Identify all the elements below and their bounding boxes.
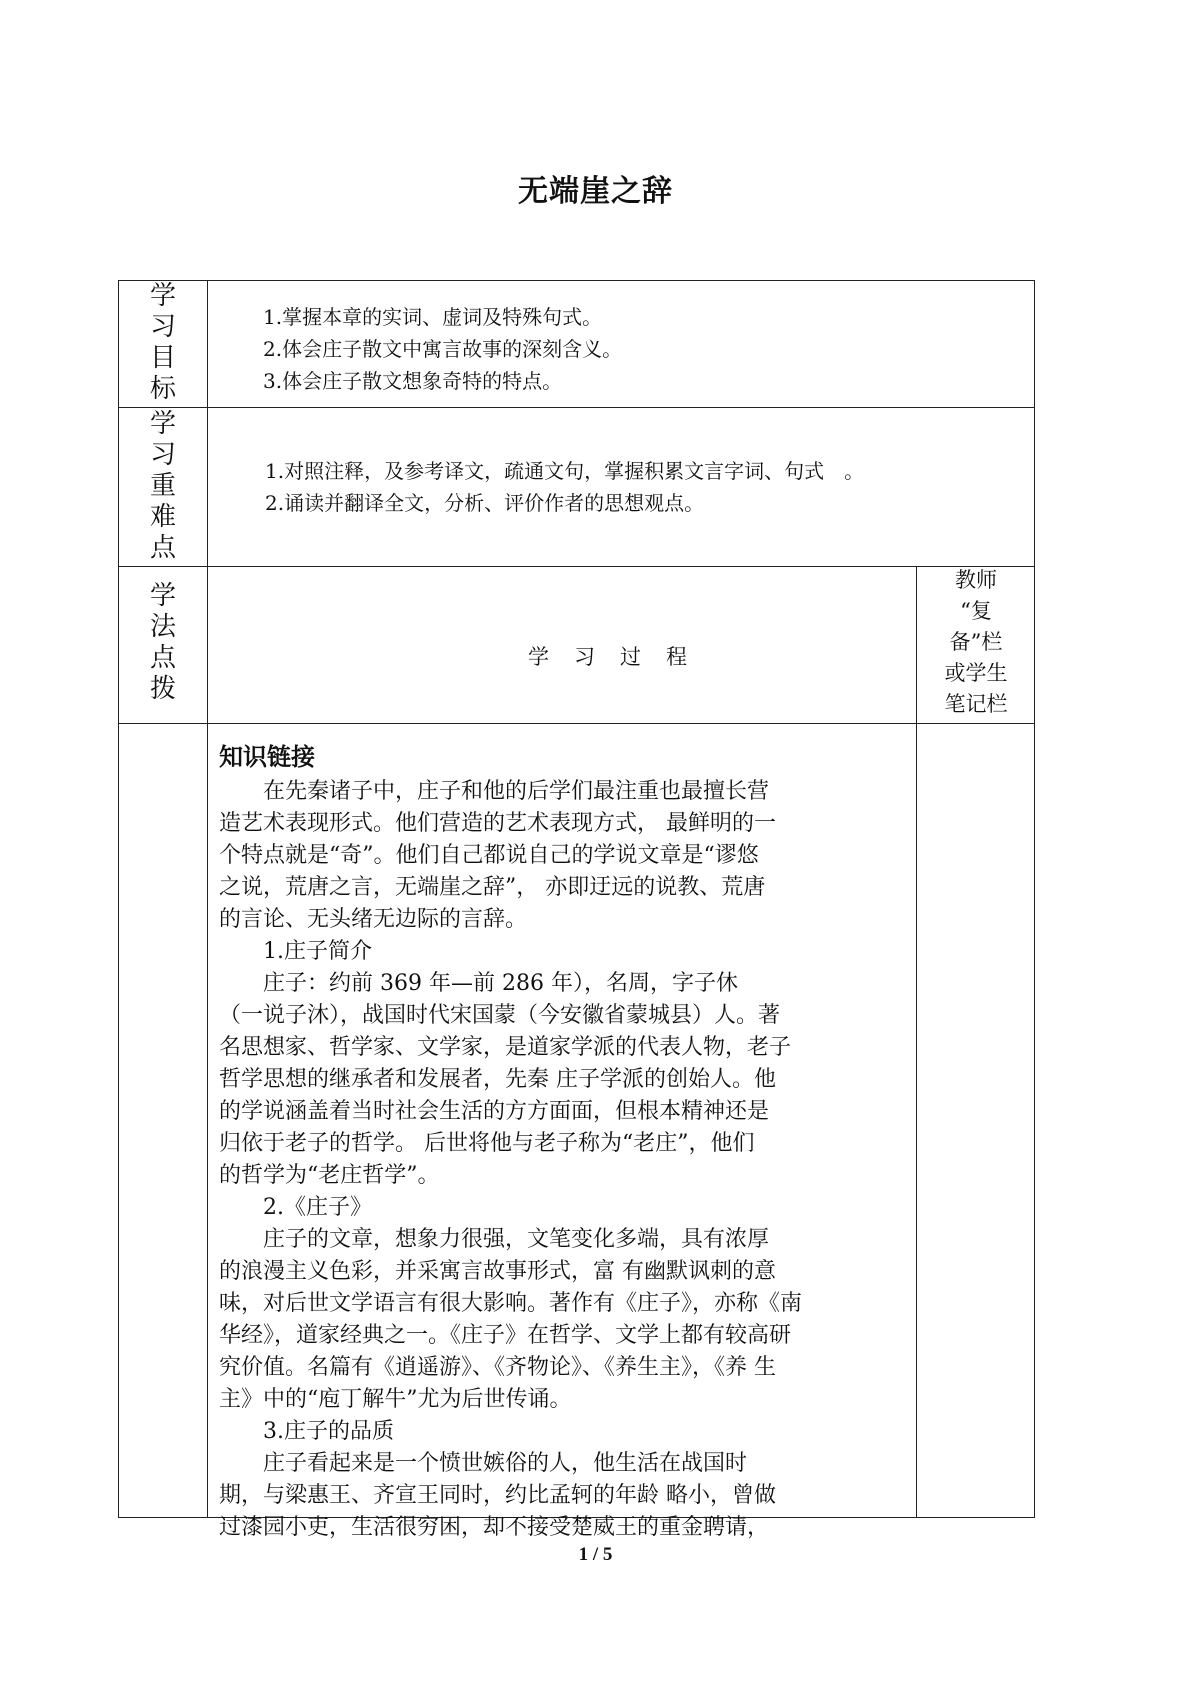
column-divider (916, 566, 917, 1517)
key-points-list (265, 455, 864, 519)
text-line: 的言论、无头绪无边际的言辞。 (219, 907, 528, 932)
row-divider (119, 407, 1034, 408)
objective-item: 1.掌握本章的实词、虚词及特殊句式。 (263, 305, 603, 329)
lesson-table (118, 280, 1035, 1540)
row-divider (119, 723, 1034, 724)
knowledge-link-content (219, 738, 909, 1544)
text-line: 究价值。名篇有《逍遥游》、《齐物论》、《养生主》，《养 生 (219, 1355, 776, 1380)
document-title: 无端崖之辞 (518, 174, 673, 209)
process-heading: 学习过程 (528, 645, 712, 669)
subsection-heading: 1.庄子简介 (263, 939, 372, 964)
key-point-item: 1.对照注释，及参考译文，疏通文句，掌握积累文言字词、句式 。 (265, 459, 865, 483)
text-line: 庄子：约前 369 年—前 286 年），名周，字子休 (263, 971, 738, 996)
text-line: 的学说涵盖着当时社会生活的方方面面，但根本精神还是 (219, 1099, 770, 1124)
text-line: 过漆园小吏，生活很穷困，却不接受楚威王的重金聘请， (219, 1515, 770, 1540)
text-line: 的哲学为“老庄哲学”。 (219, 1163, 440, 1188)
text-line: （一说子沐），战国时代宋国蒙（今安徽省蒙城县）人。著 (219, 1003, 781, 1028)
subsection-heading: 2.《庄子》 (263, 1195, 372, 1220)
text-line: 华经》，道家经典之一。《庄子》在哲学、文学上都有较高研 (219, 1323, 792, 1348)
notes-column-heading: 教师 “复 备”栏 或学生 笔记栏 (944, 568, 1008, 716)
text-line: 主》中的“庖丁解牛”尤为后世传诵。 (219, 1387, 572, 1412)
text-line: 庄子看起来是一个愤世嫉俗的人，他生活在战国时 (263, 1451, 748, 1476)
section-heading: 知识链接 (219, 743, 315, 771)
text-line: 个特点就是“奇”。他们自己都说自己的学说文章是“谬悠 (219, 843, 759, 868)
row-divider (119, 566, 1034, 567)
page-number: 1 / 5 (578, 1544, 613, 1565)
text-line: 造艺术表现形式。他们营造的艺术表现方式， 最鲜明的一 (219, 811, 776, 836)
objectives-list (263, 301, 622, 397)
text-line: 归依于老子的哲学。 后世将他与老子称为“老庄”，他们 (219, 1131, 755, 1156)
subsection-heading: 3.庄子的品质 (263, 1419, 394, 1444)
objective-item: 2.体会庄子散文中寓言故事的深刻含义。 (263, 337, 623, 361)
objective-item: 3.体会庄子散文想象奇特的特点。 (263, 369, 563, 393)
text-line: 名思想家、哲学家、文学家，是道家学派的代表人物，老子 (219, 1035, 792, 1060)
text-line: 在先秦诸子中，庄子和他的后学们最注重也最擅长营 (263, 779, 770, 804)
text-line: 期，与梁惠王、齐宣王同时，约比孟轲的年龄 略小，曾做 (219, 1483, 776, 1508)
text-line: 哲学思想的继承者和发展者，先秦 庄子学派的创始人。他 (219, 1067, 776, 1092)
key-point-item: 2.诵读并翻译全文，分析、评价作者的思想观点。 (265, 491, 705, 515)
column-divider (207, 281, 208, 1517)
key-points-label: 学 习 重 难 点 (149, 409, 176, 563)
method-label: 学 法 点 拨 (149, 581, 176, 704)
text-line: 的浪漫主义色彩，并采寓言故事形式，富 有幽默讽刺的意 (219, 1259, 776, 1284)
text-line: 庄子的文章，想象力很强，文笔变化多端，具有浓厚 (263, 1227, 770, 1252)
objectives-label: 学 习 目 标 (149, 281, 176, 404)
text-line: 之说，荒唐之言，无端崖之辞”， 亦即迂远的说教、荒唐 (219, 875, 766, 900)
text-line: 味，对后世文学语言有很大影响。著作有《庄子》，亦称《南 (219, 1291, 803, 1316)
